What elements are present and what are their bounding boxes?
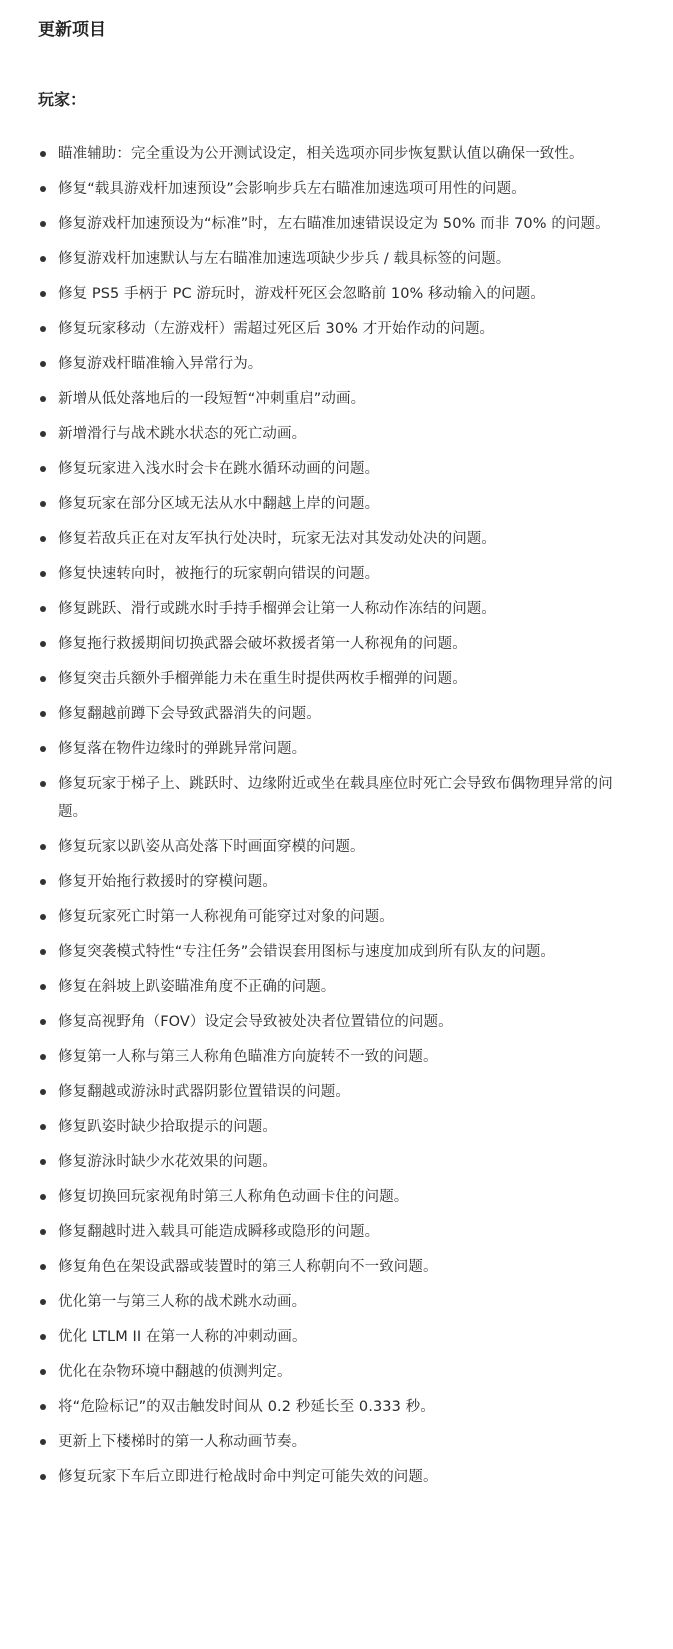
list-item: 修复在斜坡上趴姿瞄准角度不正确的问题。: [38, 973, 641, 1001]
list-item: 修复翻越或游泳时武器阴影位置错误的问题。: [38, 1078, 641, 1106]
list-item: 修复“载具游戏杆加速预设”会影响步兵左右瞄准加速选项可用性的问题。: [38, 175, 641, 203]
list-item: 修复游戏杆加速默认与左右瞄准加速选项缺少步兵 / 载具标签的问题。: [38, 245, 641, 273]
list-item: 修复若敌兵正在对友军执行处决时，玩家无法对其发动处决的问题。: [38, 525, 641, 553]
list-item: 修复玩家于梯子上、跳跃时、边缘附近或坐在载具座位时死亡会导致布偶物理异常的问题。: [38, 770, 641, 826]
page-title: 更新项目: [38, 20, 106, 40]
list-item: 将“危险标记”的双击触发时间从 0.2 秒延长至 0.333 秒。: [38, 1393, 641, 1421]
list-item: 更新上下楼梯时的第一人称动画节奏。: [38, 1428, 641, 1456]
list-item: 修复游戏杆瞄准输入异常行为。: [38, 350, 641, 378]
list-item: 修复 PS5 手柄于 PC 游玩时，游戏杆死区会忽略前 10% 移动输入的问题。: [38, 280, 641, 308]
list-item: 修复第一人称与第三人称角色瞄准方向旋转不一致的问题。: [38, 1043, 641, 1071]
list-item: 修复开始拖行救援时的穿模问题。: [38, 868, 641, 896]
list-item: 修复玩家下车后立即进行枪战时命中判定可能失效的问题。: [38, 1463, 641, 1491]
list-item: 修复玩家在部分区域无法从水中翻越上岸的问题。: [38, 490, 641, 518]
list-item: 修复趴姿时缺少拾取提示的问题。: [38, 1113, 641, 1141]
list-item: 修复游戏杆加速预设为“标准”时，左右瞄准加速错误设定为 50% 而非 70% 的问题。: [38, 210, 641, 238]
list-item: 修复翻越时进入载具可能造成瞬移或隐形的问题。: [38, 1218, 641, 1246]
section-heading-players: 玩家：: [38, 90, 87, 109]
list-item: 新增滑行与战术跳水状态的死亡动画。: [38, 420, 641, 448]
list-item: 修复玩家死亡时第一人称视角可能穿过对象的问题。: [38, 903, 641, 931]
list-item: 修复翻越前蹲下会导致武器消失的问题。: [38, 700, 641, 728]
list-item: 修复游泳时缺少水花效果的问题。: [38, 1148, 641, 1176]
list-item: 修复切换回玩家视角时第三人称角色动画卡住的问题。: [38, 1183, 641, 1211]
list-item: 修复玩家进入浅水时会卡在跳水循环动画的问题。: [38, 455, 641, 483]
list-item: 优化 LTLM II 在第一人称的冲刺动画。: [38, 1323, 641, 1351]
list-item: 新增从低处落地后的一段短暂“冲刺重启”动画。: [38, 385, 641, 413]
list-item: 修复玩家以趴姿从高处落下时画面穿模的问题。: [38, 833, 641, 861]
list-item: 修复快速转向时，被拖行的玩家朝向错误的问题。: [38, 560, 641, 588]
list-item: 优化第一与第三人称的战术跳水动画。: [38, 1288, 641, 1316]
list-item: 修复玩家移动（左游戏杆）需超过死区后 30% 才开始作动的问题。: [38, 315, 641, 343]
list-item: 修复跳跃、滑行或跳水时手持手榴弹会让第一人称动作冻结的问题。: [38, 595, 641, 623]
list-item: 修复高视野角（FOV）设定会导致被处决者位置错位的问题。: [38, 1008, 641, 1036]
list-item: 修复拖行救援期间切换武器会破坏救援者第一人称视角的问题。: [38, 630, 641, 658]
change-list: [38, 140, 641, 1491]
list-item: 修复角色在架设武器或装置时的第三人称朝向不一致问题。: [38, 1253, 641, 1281]
list-item: 修复落在物件边缘时的弹跳异常问题。: [38, 735, 641, 763]
list-item: 修复突袭模式特性“专注任务”会错误套用图标与速度加成到所有队友的问题。: [38, 938, 641, 966]
list-item: 优化在杂物环境中翻越的侦测判定。: [38, 1358, 641, 1386]
list-item: 修复突击兵额外手榴弹能力未在重生时提供两枚手榴弹的问题。: [38, 665, 641, 693]
list-item: 瞄准辅助：完全重设为公开测试设定，相关选项亦同步恢复默认值以确保一致性。: [38, 140, 641, 168]
